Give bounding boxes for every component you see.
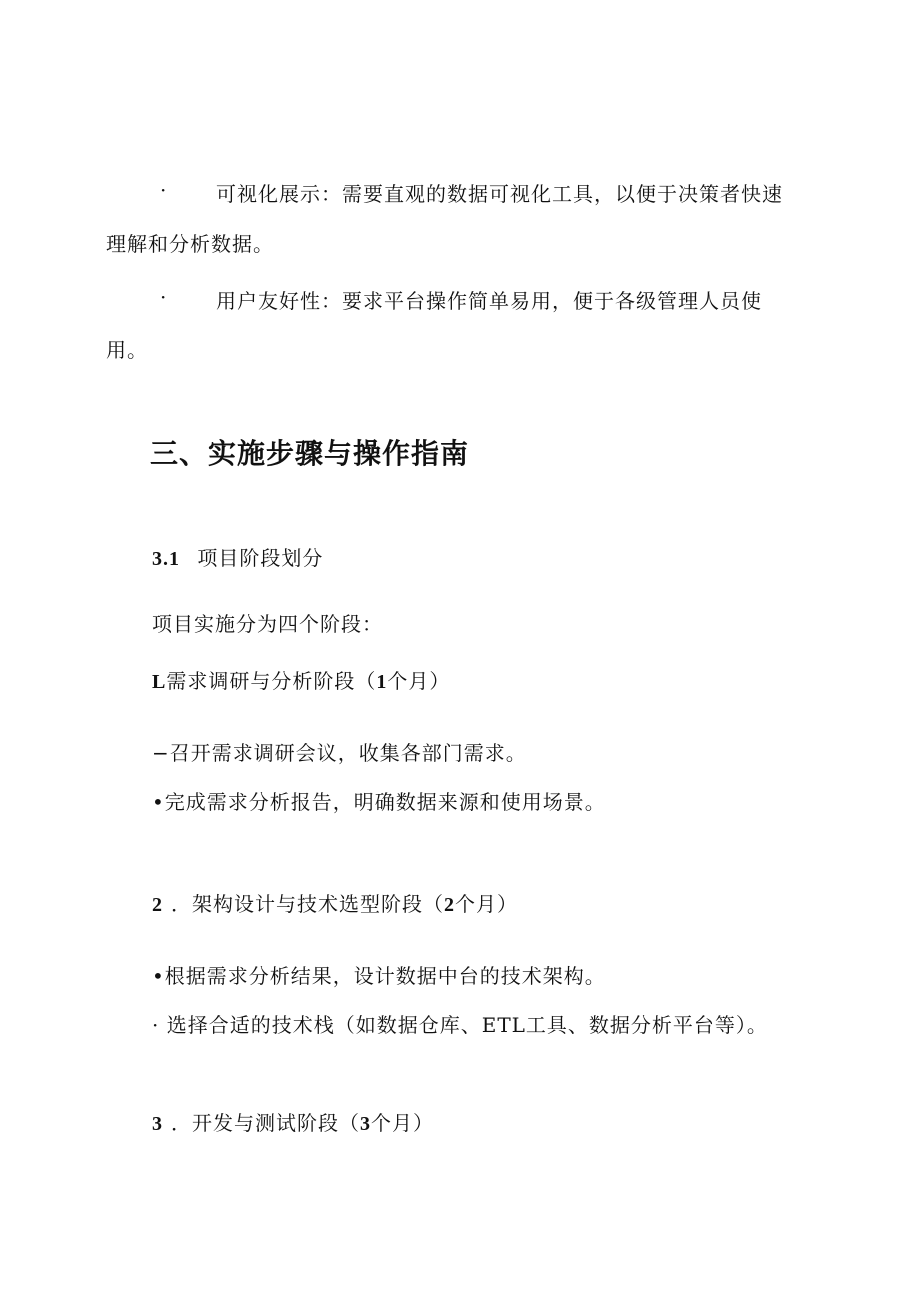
bullet-mark: ·: [160, 285, 167, 309]
stage-number: 3: [152, 1113, 163, 1135]
stage-suffix: 个月）: [371, 1111, 434, 1135]
bullet-text-continued: 用。: [106, 338, 148, 362]
stage-duration: 1: [376, 671, 388, 693]
subsection-number: 3.1: [152, 548, 180, 570]
stage-title: [152, 665, 450, 694]
stage-title: [152, 888, 518, 917]
stage-duration: 3: [360, 1113, 371, 1135]
subsection-title: [152, 542, 323, 571]
list-item: •根据需求分析结果，设计数据中台的技术架构。: [152, 964, 606, 988]
stage-duration: 2: [444, 894, 455, 916]
list-item: •完成需求分析报告，明确数据来源和使用场景。: [152, 790, 606, 814]
section-title: 三、实施步骤与操作指南: [150, 437, 470, 470]
stage-suffix: 个月）: [387, 669, 451, 693]
stage-title: [152, 1107, 434, 1136]
stage-suffix: 个月）: [455, 892, 518, 916]
stage-number: 2: [152, 894, 163, 916]
bullet-text: 可视化展示：需要直观的数据可视化工具，以便于决策者快速: [216, 182, 783, 206]
list-item: · 选择合适的技术栈（如数据仓库、ETL工具、数据分析平台等）。: [152, 1013, 768, 1037]
subsection-label: 项目阶段划分: [197, 546, 324, 570]
bullet-mark: ·: [160, 178, 167, 202]
stage-prefix: L: [152, 671, 167, 693]
bullet-text: 用户友好性：要求平台操作简单易用，便于各级管理人员使: [216, 289, 762, 313]
intro-text: 项目实施分为四个阶段：: [152, 612, 383, 636]
stage-text: ．开发与测试阶段（: [171, 1111, 360, 1135]
stage-text: 需求调研与分析阶段（: [166, 669, 377, 693]
bullet-text-continued: 理解和分析数据。: [106, 232, 274, 256]
list-item: −召开需求调研会议，收集各部门需求。: [152, 741, 527, 765]
stage-text: ．架构设计与技术选型阶段（: [171, 892, 444, 916]
